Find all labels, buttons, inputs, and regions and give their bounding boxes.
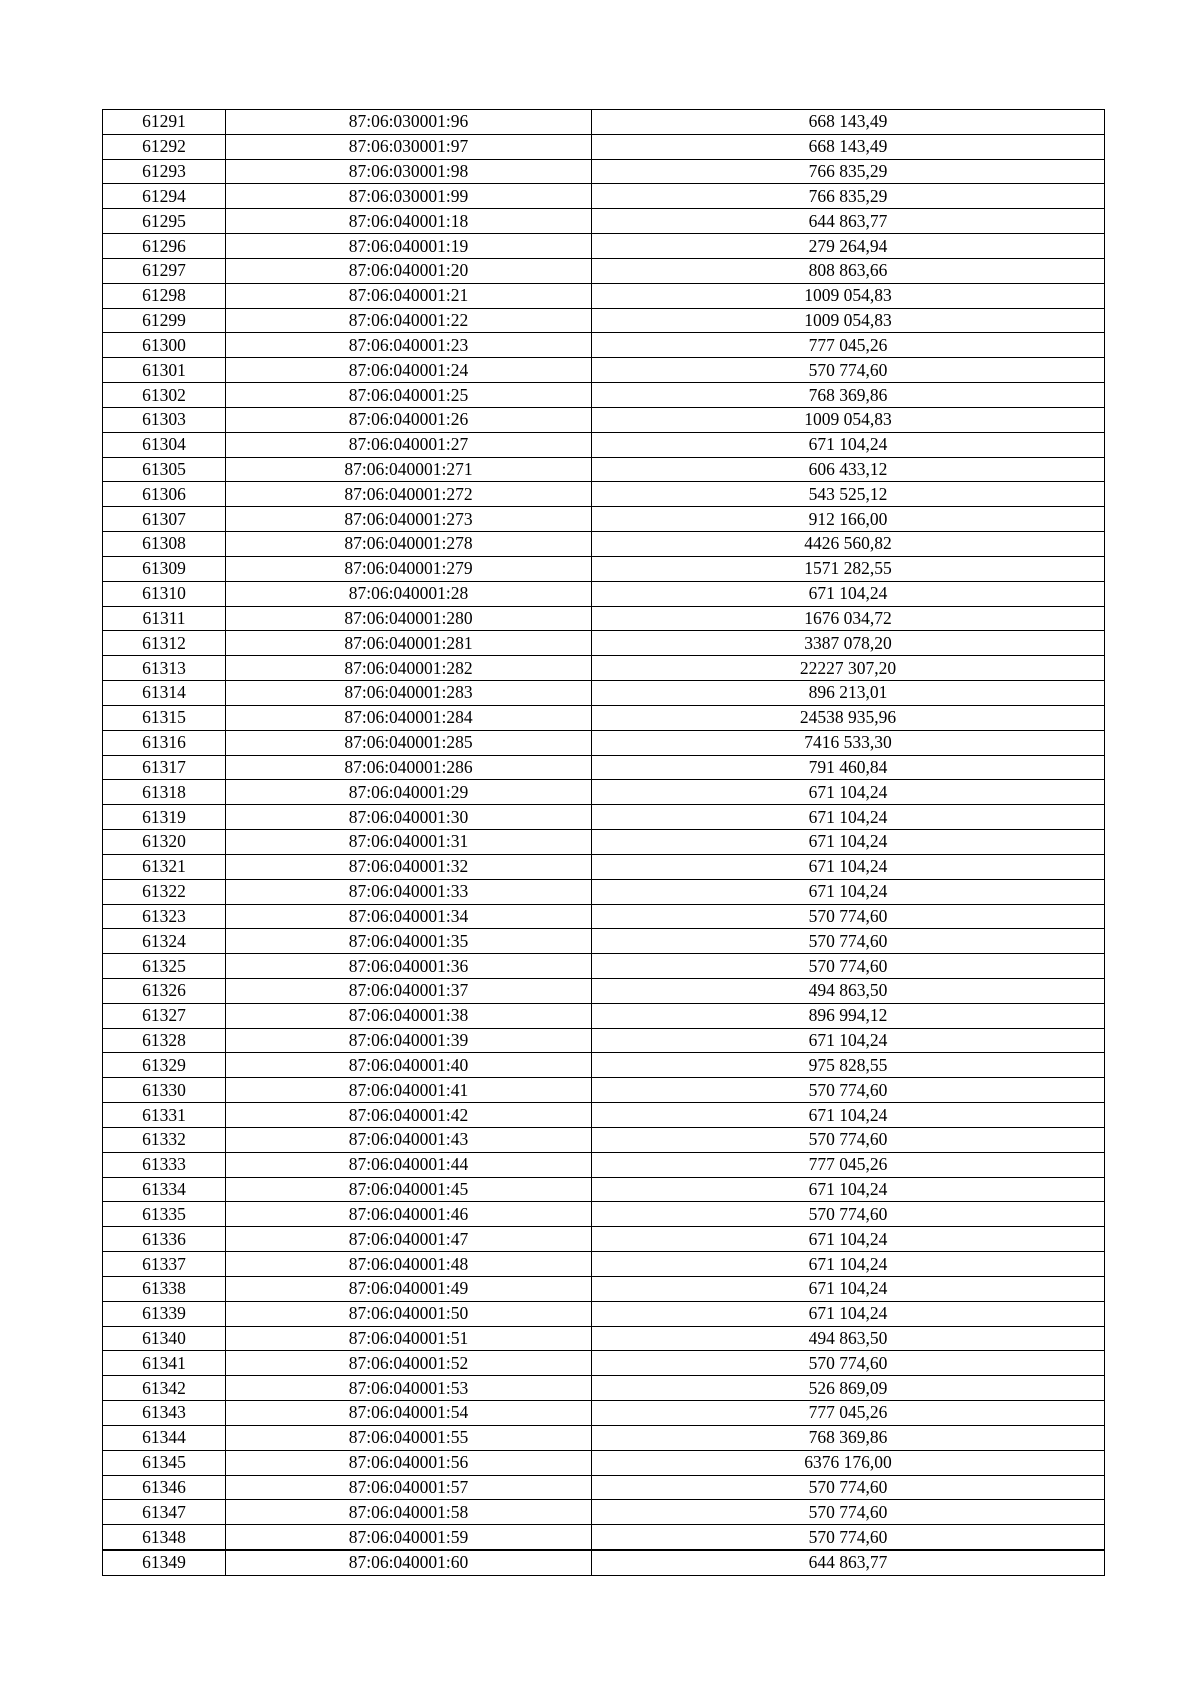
cadastral-number-cell: 87:06:040001:20 bbox=[226, 258, 592, 283]
cadastral-value-cell: 671 104,24 bbox=[592, 1276, 1105, 1301]
cadastral-value-cell: 671 104,24 bbox=[592, 830, 1105, 855]
row-number-cell: 61327 bbox=[103, 1003, 226, 1028]
cadastral-number-cell: 87:06:040001:34 bbox=[226, 904, 592, 929]
row-number-cell: 61322 bbox=[103, 879, 226, 904]
cadastral-number-cell: 87:06:040001:57 bbox=[226, 1475, 592, 1500]
cadastral-value-cell: 671 104,24 bbox=[592, 854, 1105, 879]
table-row bbox=[103, 134, 1105, 159]
table-row bbox=[103, 830, 1105, 855]
row-number-cell: 61317 bbox=[103, 755, 226, 780]
cadastral-number-cell: 87:06:040001:282 bbox=[226, 656, 592, 681]
cadastral-number-cell: 87:06:040001:18 bbox=[226, 209, 592, 234]
cadastral-value-cell: 777 045,26 bbox=[592, 1401, 1105, 1426]
cadastral-number-cell: 87:06:040001:279 bbox=[226, 556, 592, 581]
row-number-cell: 61328 bbox=[103, 1028, 226, 1053]
row-number-cell: 61312 bbox=[103, 631, 226, 656]
row-number-cell: 61323 bbox=[103, 904, 226, 929]
cadastral-number-cell: 87:06:040001:283 bbox=[226, 681, 592, 706]
table-row bbox=[103, 308, 1105, 333]
table-row bbox=[103, 1425, 1105, 1450]
cadastral-number-cell: 87:06:040001:54 bbox=[226, 1401, 592, 1426]
row-number-cell: 61337 bbox=[103, 1252, 226, 1277]
cadastral-value-cell: 777 045,26 bbox=[592, 1152, 1105, 1177]
table-row bbox=[103, 805, 1105, 830]
table-row bbox=[103, 681, 1105, 706]
row-number-cell: 61336 bbox=[103, 1227, 226, 1252]
table-row bbox=[103, 1550, 1105, 1575]
cadastral-number-cell: 87:06:040001:286 bbox=[226, 755, 592, 780]
cadastral-value-cell: 912 166,00 bbox=[592, 507, 1105, 532]
cadastral-number-cell: 87:06:040001:284 bbox=[226, 705, 592, 730]
cadastral-value-cell: 570 774,60 bbox=[592, 1078, 1105, 1103]
cadastral-number-cell: 87:06:040001:273 bbox=[226, 507, 592, 532]
row-number-cell: 61294 bbox=[103, 184, 226, 209]
cadastral-value-cell: 494 863,50 bbox=[592, 978, 1105, 1003]
table-row bbox=[103, 780, 1105, 805]
cadastral-value-cell: 570 774,60 bbox=[592, 1500, 1105, 1525]
row-number-cell: 61341 bbox=[103, 1351, 226, 1376]
row-number-cell: 61338 bbox=[103, 1276, 226, 1301]
row-number-cell: 61344 bbox=[103, 1425, 226, 1450]
cadastral-number-cell: 87:06:040001:29 bbox=[226, 780, 592, 805]
table-row bbox=[103, 631, 1105, 656]
row-number-cell: 61333 bbox=[103, 1152, 226, 1177]
row-number-cell: 61316 bbox=[103, 730, 226, 755]
cadastral-value-cell: 4426 560,82 bbox=[592, 532, 1105, 557]
row-number-cell: 61301 bbox=[103, 358, 226, 383]
row-number-cell: 61303 bbox=[103, 407, 226, 432]
cadastral-number-cell: 87:06:030001:98 bbox=[226, 159, 592, 184]
row-number-cell: 61331 bbox=[103, 1103, 226, 1128]
table-row bbox=[103, 1376, 1105, 1401]
row-number-cell: 61347 bbox=[103, 1500, 226, 1525]
cadastral-number-cell: 87:06:040001:59 bbox=[226, 1525, 592, 1550]
cadastral-value-cell: 671 104,24 bbox=[592, 1103, 1105, 1128]
cadastral-value-cell: 791 460,84 bbox=[592, 755, 1105, 780]
cadastral-value-cell: 896 994,12 bbox=[592, 1003, 1105, 1028]
table-row bbox=[103, 358, 1105, 383]
table-row bbox=[103, 978, 1105, 1003]
cadastral-number-cell: 87:06:040001:50 bbox=[226, 1301, 592, 1326]
cadastral-value-cell: 570 774,60 bbox=[592, 358, 1105, 383]
cadastral-number-cell: 87:06:040001:280 bbox=[226, 606, 592, 631]
cadastral-value-cell: 1009 054,83 bbox=[592, 283, 1105, 308]
cadastral-number-cell: 87:06:040001:36 bbox=[226, 954, 592, 979]
cadastral-value-cell: 279 264,94 bbox=[592, 234, 1105, 259]
table-row bbox=[103, 110, 1105, 135]
cadastral-number-cell: 87:06:040001:45 bbox=[226, 1177, 592, 1202]
cadastral-value-cell: 24538 935,96 bbox=[592, 705, 1105, 730]
cadastral-value-cell: 570 774,60 bbox=[592, 1127, 1105, 1152]
cadastral-value-cell: 570 774,60 bbox=[592, 1202, 1105, 1227]
row-number-cell: 61298 bbox=[103, 283, 226, 308]
cadastral-number-cell: 87:06:040001:32 bbox=[226, 854, 592, 879]
row-number-cell: 61342 bbox=[103, 1376, 226, 1401]
row-number-cell: 61320 bbox=[103, 830, 226, 855]
row-number-cell: 61305 bbox=[103, 457, 226, 482]
table-row bbox=[103, 656, 1105, 681]
table-row bbox=[103, 1252, 1105, 1277]
row-number-cell: 61329 bbox=[103, 1053, 226, 1078]
table-row bbox=[103, 1401, 1105, 1426]
table-row bbox=[103, 1525, 1105, 1550]
table-row bbox=[103, 1276, 1105, 1301]
table-row bbox=[103, 581, 1105, 606]
table-row bbox=[103, 1227, 1105, 1252]
table-row bbox=[103, 457, 1105, 482]
table-row bbox=[103, 1301, 1105, 1326]
cadastral-number-cell: 87:06:040001:56 bbox=[226, 1450, 592, 1475]
row-number-cell: 61292 bbox=[103, 134, 226, 159]
cadastral-value-cell: 606 433,12 bbox=[592, 457, 1105, 482]
row-number-cell: 61300 bbox=[103, 333, 226, 358]
table-row bbox=[103, 1177, 1105, 1202]
cadastral-number-cell: 87:06:040001:26 bbox=[226, 407, 592, 432]
row-number-cell: 61321 bbox=[103, 854, 226, 879]
table-row bbox=[103, 507, 1105, 532]
cadastral-value-cell: 808 863,66 bbox=[592, 258, 1105, 283]
cadastral-number-cell: 87:06:040001:22 bbox=[226, 308, 592, 333]
table-row bbox=[103, 879, 1105, 904]
cadastral-number-cell: 87:06:040001:43 bbox=[226, 1127, 592, 1152]
table-row bbox=[103, 1152, 1105, 1177]
row-number-cell: 61339 bbox=[103, 1301, 226, 1326]
cadastral-number-cell: 87:06:040001:23 bbox=[226, 333, 592, 358]
cadastral-value-cell: 644 863,77 bbox=[592, 209, 1105, 234]
cadastral-value-cell: 975 828,55 bbox=[592, 1053, 1105, 1078]
table-row bbox=[103, 432, 1105, 457]
table-row bbox=[103, 1103, 1105, 1128]
cadastral-value-cell: 570 774,60 bbox=[592, 1525, 1105, 1550]
row-number-cell: 61343 bbox=[103, 1401, 226, 1426]
table-row bbox=[103, 1475, 1105, 1500]
table-row bbox=[103, 159, 1105, 184]
table-row bbox=[103, 333, 1105, 358]
cadastral-value-table bbox=[102, 109, 1105, 1576]
cadastral-number-cell: 87:06:040001:285 bbox=[226, 730, 592, 755]
row-number-cell: 61299 bbox=[103, 308, 226, 333]
cadastral-number-cell: 87:06:040001:35 bbox=[226, 929, 592, 954]
cadastral-value-cell: 777 045,26 bbox=[592, 333, 1105, 358]
cadastral-number-cell: 87:06:040001:49 bbox=[226, 1276, 592, 1301]
row-number-cell: 61296 bbox=[103, 234, 226, 259]
table-row bbox=[103, 1078, 1105, 1103]
row-number-cell: 61314 bbox=[103, 681, 226, 706]
cadastral-number-cell: 87:06:040001:39 bbox=[226, 1028, 592, 1053]
cadastral-value-cell: 6376 176,00 bbox=[592, 1450, 1105, 1475]
cadastral-number-cell: 87:06:040001:60 bbox=[226, 1550, 592, 1575]
table-row bbox=[103, 383, 1105, 408]
table-row bbox=[103, 209, 1105, 234]
cadastral-value-cell: 766 835,29 bbox=[592, 159, 1105, 184]
table-row bbox=[103, 1326, 1105, 1351]
table-row bbox=[103, 258, 1105, 283]
row-number-cell: 61315 bbox=[103, 705, 226, 730]
cadastral-value-cell: 671 104,24 bbox=[592, 581, 1105, 606]
cadastral-value-cell: 494 863,50 bbox=[592, 1326, 1105, 1351]
row-number-cell: 61293 bbox=[103, 159, 226, 184]
cadastral-number-cell: 87:06:040001:41 bbox=[226, 1078, 592, 1103]
row-number-cell: 61309 bbox=[103, 556, 226, 581]
table-row bbox=[103, 407, 1105, 432]
row-number-cell: 61348 bbox=[103, 1525, 226, 1550]
row-number-cell: 61326 bbox=[103, 978, 226, 1003]
cadastral-value-cell: 671 104,24 bbox=[592, 879, 1105, 904]
cadastral-value-cell: 570 774,60 bbox=[592, 1475, 1105, 1500]
cadastral-number-cell: 87:06:040001:46 bbox=[226, 1202, 592, 1227]
table-row bbox=[103, 606, 1105, 631]
cadastral-value-cell: 570 774,60 bbox=[592, 929, 1105, 954]
table-row bbox=[103, 1500, 1105, 1525]
cadastral-number-cell: 87:06:040001:52 bbox=[226, 1351, 592, 1376]
cadastral-number-cell: 87:06:040001:25 bbox=[226, 383, 592, 408]
cadastral-value-cell: 1676 034,72 bbox=[592, 606, 1105, 631]
table-row bbox=[103, 929, 1105, 954]
row-number-cell: 61307 bbox=[103, 507, 226, 532]
cadastral-number-cell: 87:06:040001:271 bbox=[226, 457, 592, 482]
table-row bbox=[103, 1450, 1105, 1475]
table-row bbox=[103, 705, 1105, 730]
table-row bbox=[103, 482, 1105, 507]
cadastral-number-cell: 87:06:030001:99 bbox=[226, 184, 592, 209]
row-number-cell: 61324 bbox=[103, 929, 226, 954]
table-row bbox=[103, 1351, 1105, 1376]
cadastral-value-cell: 570 774,60 bbox=[592, 954, 1105, 979]
table-row bbox=[103, 904, 1105, 929]
row-number-cell: 61310 bbox=[103, 581, 226, 606]
cadastral-number-cell: 87:06:040001:44 bbox=[226, 1152, 592, 1177]
cadastral-value-cell: 768 369,86 bbox=[592, 383, 1105, 408]
cadastral-value-cell: 1009 054,83 bbox=[592, 308, 1105, 333]
cadastral-value-cell: 671 104,24 bbox=[592, 1252, 1105, 1277]
row-number-cell: 61313 bbox=[103, 656, 226, 681]
row-number-cell: 61304 bbox=[103, 432, 226, 457]
row-number-cell: 61297 bbox=[103, 258, 226, 283]
table-row bbox=[103, 1003, 1105, 1028]
cadastral-value-cell: 3387 078,20 bbox=[592, 631, 1105, 656]
cadastral-number-cell: 87:06:040001:278 bbox=[226, 532, 592, 557]
cadastral-number-cell: 87:06:040001:19 bbox=[226, 234, 592, 259]
cadastral-number-cell: 87:06:040001:48 bbox=[226, 1252, 592, 1277]
table-row bbox=[103, 1202, 1105, 1227]
cadastral-number-cell: 87:06:040001:40 bbox=[226, 1053, 592, 1078]
row-number-cell: 61340 bbox=[103, 1326, 226, 1351]
row-number-cell: 61295 bbox=[103, 209, 226, 234]
cadastral-number-cell: 87:06:040001:272 bbox=[226, 482, 592, 507]
cadastral-number-cell: 87:06:040001:30 bbox=[226, 805, 592, 830]
cadastral-number-cell: 87:06:040001:37 bbox=[226, 978, 592, 1003]
cadastral-number-cell: 87:06:040001:51 bbox=[226, 1326, 592, 1351]
cadastral-value-cell: 644 863,77 bbox=[592, 1550, 1105, 1575]
row-number-cell: 61335 bbox=[103, 1202, 226, 1227]
cadastral-value-cell: 671 104,24 bbox=[592, 1177, 1105, 1202]
row-number-cell: 61291 bbox=[103, 110, 226, 135]
cadastral-value-cell: 1571 282,55 bbox=[592, 556, 1105, 581]
row-number-cell: 61334 bbox=[103, 1177, 226, 1202]
cadastral-number-cell: 87:06:040001:28 bbox=[226, 581, 592, 606]
cadastral-number-cell: 87:06:040001:27 bbox=[226, 432, 592, 457]
cadastral-number-cell: 87:06:040001:55 bbox=[226, 1425, 592, 1450]
cadastral-value-cell: 668 143,49 bbox=[592, 110, 1105, 135]
table-row bbox=[103, 556, 1105, 581]
cadastral-value-cell: 1009 054,83 bbox=[592, 407, 1105, 432]
cadastral-number-cell: 87:06:040001:47 bbox=[226, 1227, 592, 1252]
cadastral-number-cell: 87:06:040001:53 bbox=[226, 1376, 592, 1401]
table-row bbox=[103, 1028, 1105, 1053]
cadastral-number-cell: 87:06:040001:31 bbox=[226, 830, 592, 855]
cadastral-value-cell: 570 774,60 bbox=[592, 904, 1105, 929]
row-number-cell: 61306 bbox=[103, 482, 226, 507]
cadastral-value-cell: 671 104,24 bbox=[592, 805, 1105, 830]
cadastral-value-cell: 671 104,24 bbox=[592, 1028, 1105, 1053]
row-number-cell: 61349 bbox=[103, 1550, 226, 1575]
cadastral-number-cell: 87:06:040001:38 bbox=[226, 1003, 592, 1028]
cadastral-value-cell: 22227 307,20 bbox=[592, 656, 1105, 681]
row-number-cell: 61325 bbox=[103, 954, 226, 979]
table-row bbox=[103, 854, 1105, 879]
cadastral-number-cell: 87:06:040001:42 bbox=[226, 1103, 592, 1128]
cadastral-value-cell: 526 869,09 bbox=[592, 1376, 1105, 1401]
row-number-cell: 61302 bbox=[103, 383, 226, 408]
cadastral-number-cell: 87:06:030001:96 bbox=[226, 110, 592, 135]
cadastral-number-cell: 87:06:040001:21 bbox=[226, 283, 592, 308]
cadastral-number-cell: 87:06:040001:24 bbox=[226, 358, 592, 383]
table-row bbox=[103, 1053, 1105, 1078]
row-number-cell: 61311 bbox=[103, 606, 226, 631]
row-number-cell: 61346 bbox=[103, 1475, 226, 1500]
row-number-cell: 61318 bbox=[103, 780, 226, 805]
cadastral-value-cell: 671 104,24 bbox=[592, 780, 1105, 805]
table-row bbox=[103, 755, 1105, 780]
table-row bbox=[103, 283, 1105, 308]
cadastral-number-cell: 87:06:040001:33 bbox=[226, 879, 592, 904]
row-number-cell: 61319 bbox=[103, 805, 226, 830]
cadastral-value-cell: 543 525,12 bbox=[592, 482, 1105, 507]
cadastral-value-cell: 766 835,29 bbox=[592, 184, 1105, 209]
cadastral-value-cell: 671 104,24 bbox=[592, 1301, 1105, 1326]
table-row bbox=[103, 954, 1105, 979]
cadastral-number-cell: 87:06:040001:58 bbox=[226, 1500, 592, 1525]
cadastral-value-cell: 668 143,49 bbox=[592, 134, 1105, 159]
cadastral-value-cell: 671 104,24 bbox=[592, 432, 1105, 457]
cadastral-number-cell: 87:06:040001:281 bbox=[226, 631, 592, 656]
cadastral-value-cell: 671 104,24 bbox=[592, 1227, 1105, 1252]
table-row bbox=[103, 184, 1105, 209]
cadastral-number-cell: 87:06:030001:97 bbox=[226, 134, 592, 159]
cadastral-value-cell: 768 369,86 bbox=[592, 1425, 1105, 1450]
cadastral-value-cell: 896 213,01 bbox=[592, 681, 1105, 706]
table-row bbox=[103, 730, 1105, 755]
table-row bbox=[103, 532, 1105, 557]
row-number-cell: 61330 bbox=[103, 1078, 226, 1103]
row-number-cell: 61345 bbox=[103, 1450, 226, 1475]
row-number-cell: 61332 bbox=[103, 1127, 226, 1152]
table-row bbox=[103, 1127, 1105, 1152]
cadastral-value-cell: 570 774,60 bbox=[592, 1351, 1105, 1376]
table-body bbox=[103, 110, 1105, 1576]
cadastral-value-cell: 7416 533,30 bbox=[592, 730, 1105, 755]
row-number-cell: 61308 bbox=[103, 532, 226, 557]
table-row bbox=[103, 234, 1105, 259]
